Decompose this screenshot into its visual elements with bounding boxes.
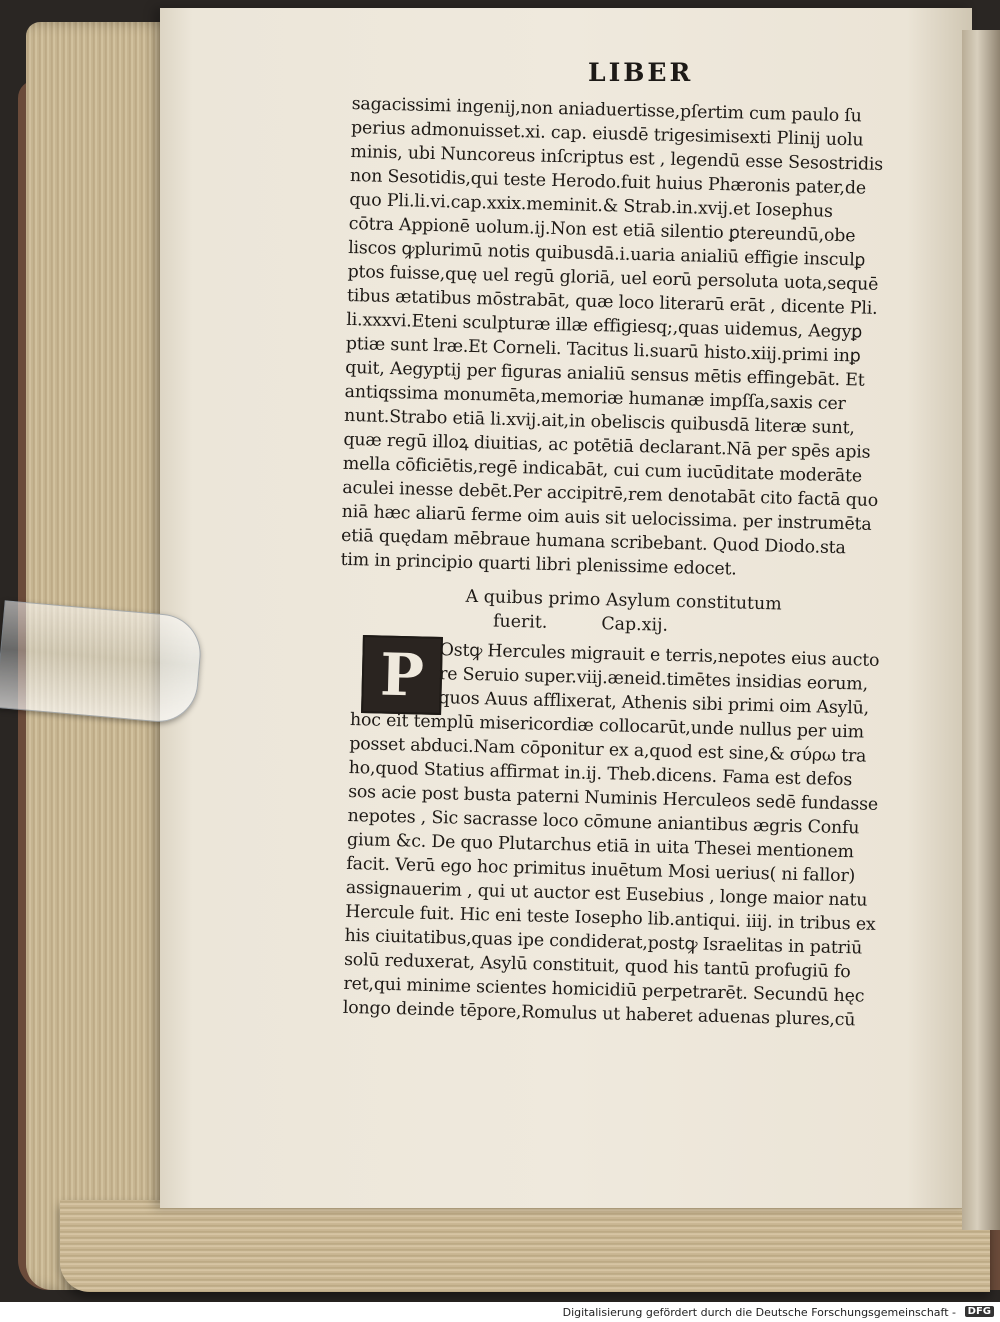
chapter-number: Cap.xij. <box>601 614 669 636</box>
text-line: nunt.Strabo etiā li.xvij.ait,in obeliscis quibusdā literæ sunt, <box>343 405 855 439</box>
text-line: tibus ætatibus mōstrabāt, quæ loco literarū erāt , dicente Pli. <box>346 285 878 319</box>
text-line: perius admonuisset.xi. cap. eiusdē trigesimisexti Plinij uolu <box>350 117 864 151</box>
text-line: tim in principio quarti libri plenissime edocet. <box>340 549 737 580</box>
text-line: sagacissimi ingenij,non aniaduertisse,pſertim cum paulo ſu <box>351 93 862 127</box>
text-line: etiā quędam mēbraue humana scribebant. Quod Diodo.sta <box>340 525 846 559</box>
text-line: niā hæc aliarū ferme oim auis sit uelocissima. per instrumēta <box>341 501 872 535</box>
chapter-title-end: fuerit. <box>492 611 548 633</box>
running-header: LIBER <box>588 58 694 87</box>
paragraph-1 <box>340 92 942 586</box>
text-line: li.xxxvi.Eteni sculpturæ illæ effigiesq;,quas uidemus, Aegyꝑ <box>346 309 863 343</box>
text-line: Hercule fuit. Hic eni teste Iosepho lib.antiqui. iiij. in tribus ex <box>345 901 876 935</box>
text-line: assignauerim , qui ut auctor est Eusebius , longe maior natu <box>345 877 868 911</box>
text-line: re Seruio super.viij.æneid.timētes insidias eorum, <box>438 664 869 695</box>
text-line: ptos fuisse,quę uel regū gloriā, uel eorū persoluta uota,sequē <box>347 261 879 295</box>
text-line: ptiæ sunt lræ.Et Corneli. Tacitus li.suarū histo.xiij.primi inꝑ <box>345 333 861 367</box>
text-line: his ciuitatibus,quas ipe condiderat,postꝙ Israelitas in patriū <box>344 925 863 959</box>
footer-credit: Digitalisierung gefördert durch die Deutsche Forschungsgemeinschaft - <box>562 1306 956 1319</box>
text-line: cōtra Appionē uolum.ij.Non est etiā silentio ꝑtereundū,obe <box>348 213 856 247</box>
text-line: liscos ꝙplurimū notis quibusdā.i.uaria anialiū effigie insculꝑ <box>347 237 866 271</box>
text-line: gium &c. De quo Plutarchus etiā in uita Thesei mentionem <box>346 829 854 863</box>
text-line: solū reduxerat, Asylū constituit, quod his tantū profugiū fo <box>343 949 851 983</box>
text-line: sos acie post busta paterni Numinis Herculeos sedē fundasse <box>347 781 879 815</box>
text-line: non Sesotidis,qui teste Herodo.fuit huius Phæronis pater,de <box>349 165 867 199</box>
text-line: posset abduci.Nam cōponitur ex a,quod est sine,& σύρω tra <box>349 733 867 767</box>
text-line: hoc eit templū misericordiæ collocarūt,unde nullus per uim <box>349 709 865 743</box>
dfg-logo: DFG <box>965 1306 994 1317</box>
glass-page-weight <box>0 600 204 725</box>
paragraph-2 <box>343 636 942 1034</box>
initial-letter: P <box>379 640 425 710</box>
text-line: minis, ubi Nuncoreus inſcriptus est , legendū esse Sesostridis <box>350 141 884 175</box>
text-line: Ostꝙ Hercules migrauit e terris,nepotes eius aucto <box>439 640 880 671</box>
text-line: aculei inesse debēt.Per accipitrē,rem denotabāt cito factā quo <box>342 477 879 511</box>
text-line: ho,quod Statius affirmat in.ij. Theb.dicens. Fama est defos <box>348 757 853 791</box>
page-edges-bottom <box>60 1200 990 1292</box>
text-line: antiqssima monumēta,memoriæ humanæ impſſa,saxis cer <box>344 381 846 415</box>
text-line: ret,qui minime scientes homicidiū perpetrarēt. Secundū hęc <box>343 973 865 1007</box>
text-line: nepotes , Sic sacrasse loco cōmune aniantibus ægris Confu <box>347 805 860 839</box>
text-line: mella cōficiētis,regē indicabāt, cui cum iucūditate moderāte <box>342 453 863 487</box>
chapter-title-line-1: A quibus primo Asylum constitutum <box>465 586 782 615</box>
footer-bar <box>0 1302 1000 1322</box>
text-line: quit, Aegyptij per figuras anialiū sensus mētis effingebāt. Et <box>345 357 865 391</box>
text-line: longo deinde tēpore,Romulus ut haberet aduenas plures,cū <box>342 997 856 1031</box>
page-fold <box>962 30 1000 1230</box>
text-line: facit. Verū ego hoc primitus inuētum Mosi uerius( ni fallor) <box>346 853 856 887</box>
text-line: quos Auus afflixerat, Athenis sibi primi oim Asylū, <box>438 688 870 719</box>
text-line: quo Pli.li.vi.cap.xxix.meminit.& Strab.in.xvij.et Iosephus <box>349 189 833 222</box>
text-line: quæ regū illoꝝ diuitias, ac potētiā declarant.Nā per spēs apis <box>343 429 871 463</box>
